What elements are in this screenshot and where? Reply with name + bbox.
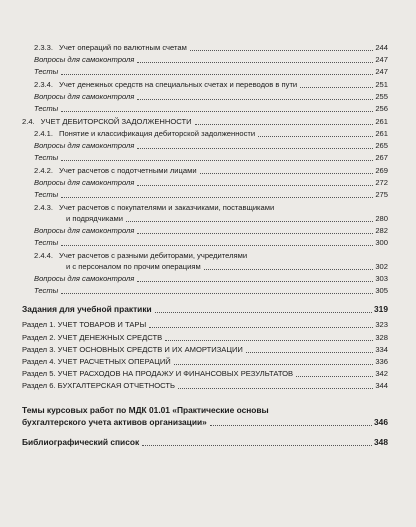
entry-title-line1: Учет расчетов с покупателями и заказчиками, поставщиками: [59, 203, 275, 212]
toc-entry: [0, 262, 416, 272]
entry-page: 342: [375, 369, 388, 378]
entry-title: Раздел 1. УЧЕТ ТОВАРОВ И ТАРЫ: [22, 320, 147, 329]
toc-entry: [0, 92, 416, 102]
entry-number: 2.3.4.: [34, 80, 53, 89]
entry-number: 2.4.1.: [34, 129, 53, 138]
dot-leader: [149, 327, 373, 328]
toc-entry-heading: [34, 251, 247, 262]
entry-title: Тесты: [34, 153, 59, 162]
entry-page: 323: [375, 320, 388, 329]
entry-page: 282: [375, 226, 388, 235]
toc-entry: [0, 238, 416, 248]
entry-page: 247: [375, 55, 388, 64]
entry-title: Вопросы для самоконтроля: [34, 226, 135, 235]
toc-entry: [0, 43, 416, 53]
entry-title: Учет операций по валютным счетам: [59, 43, 187, 52]
dot-leader: [142, 445, 372, 446]
dot-leader: [174, 364, 374, 365]
toc-entry: [0, 369, 416, 379]
toc-entry: [0, 274, 416, 284]
dot-leader: [190, 50, 374, 51]
entry-number: 2.4.2.: [34, 166, 53, 175]
toc-entry: [0, 304, 416, 315]
entry-page: 275: [375, 190, 388, 199]
entry-title: Вопросы для самоконтроля: [34, 178, 135, 187]
dot-leader: [126, 221, 373, 222]
entry-title: Вопросы для самоконтроля: [34, 55, 135, 64]
entry-page: 336: [375, 357, 388, 366]
entry-title: Раздел 4. УЧЕТ РАСЧЕТНЫХ ОПЕРАЦИЙ: [22, 357, 171, 366]
dot-leader: [137, 185, 373, 186]
entry-title: Раздел 3. УЧЕТ ОСНОВНЫХ СРЕДСТВ И ИХ АМОРТИЗАЦИИ: [22, 345, 243, 354]
entry-title: Тесты: [34, 286, 59, 295]
entry-page: 255: [375, 92, 388, 101]
entry-title-line2: бухгалтерского учета активов организации»: [22, 417, 207, 427]
entry-title-line1: Учет расчетов с разными дебиторами, учредителями: [59, 251, 248, 260]
entry-page: 247: [375, 67, 388, 76]
toc-entry: [0, 153, 416, 163]
entry-title: УЧЕТ ДЕБИТОРСКОЙ ЗАДОЛЖЕННОСТИ: [40, 117, 192, 126]
toc-entry: [0, 320, 416, 330]
entry-page: 334: [375, 345, 388, 354]
toc-entry: [0, 286, 416, 296]
toc-entry: [0, 333, 416, 343]
dot-leader: [61, 111, 373, 112]
toc-entry: [0, 117, 416, 127]
dot-leader: [300, 87, 373, 88]
entry-title: Раздел 2. УЧЕТ ДЕНЕЖНЫХ СРЕДСТВ: [22, 333, 163, 342]
entry-number: 2.4.: [22, 117, 35, 126]
dot-leader: [61, 245, 373, 246]
entry-number: 2.4.3.: [34, 203, 53, 212]
entry-page: 256: [375, 104, 388, 113]
dot-leader: [296, 376, 373, 377]
entry-title: Вопросы для самоконтроля: [34, 92, 135, 101]
toc-entry: [0, 129, 416, 139]
toc-entry: [0, 55, 416, 65]
entry-title: Тесты: [34, 104, 59, 113]
dot-leader: [61, 197, 373, 198]
entry-page: 300: [375, 238, 388, 247]
toc-entry: [0, 345, 416, 355]
entry-title: Тесты: [34, 238, 59, 247]
entry-page: 319: [374, 304, 388, 314]
entry-page: 303: [375, 274, 388, 283]
dot-leader: [137, 148, 373, 149]
entry-title: Вопросы для самоконтроля: [34, 141, 135, 150]
toc-entry: [0, 190, 416, 200]
entry-page: 267: [375, 153, 388, 162]
entry-page: 344: [375, 381, 388, 390]
toc-entry: [0, 381, 416, 391]
toc-entry: [0, 178, 416, 188]
toc-entry: [0, 104, 416, 114]
entry-page: 302: [375, 262, 388, 271]
entry-title: Понятие и классификация дебиторской задолженности: [59, 129, 256, 138]
dot-leader: [165, 340, 373, 341]
dot-leader: [210, 425, 372, 426]
entry-page: 305: [375, 286, 388, 295]
dot-leader: [137, 62, 373, 63]
dot-leader: [61, 293, 373, 294]
toc-entry: [0, 80, 416, 90]
dot-leader: [155, 312, 372, 313]
entry-title-line2: и с персоналом по прочим операциям: [66, 262, 201, 271]
dot-leader: [204, 269, 374, 270]
dot-leader: [61, 160, 373, 161]
entry-number: 2.4.4.: [34, 251, 53, 260]
entry-title: Тесты: [34, 67, 59, 76]
entry-title: Библиографический список: [22, 437, 140, 447]
entry-page: 251: [375, 80, 388, 89]
entry-page: 265: [375, 141, 388, 150]
entry-page: 269: [375, 166, 388, 175]
entry-title-line1: Темы курсовых работ по МДК 01.01 «Практические основы: [22, 405, 269, 415]
entry-page: 261: [375, 129, 388, 138]
entry-page: 348: [374, 437, 388, 447]
entry-page: 346: [374, 417, 388, 427]
entry-title-line2: и подрядчиками: [66, 214, 124, 223]
dot-leader: [246, 352, 373, 353]
dot-leader: [200, 173, 374, 174]
toc-entry-heading: [22, 404, 269, 416]
entry-page: 261: [375, 117, 388, 126]
toc-entry: [0, 67, 416, 77]
toc-entry: [0, 357, 416, 367]
entry-number: 2.3.3.: [34, 43, 53, 52]
toc-entry: [0, 166, 416, 176]
dot-leader: [61, 74, 373, 75]
entry-page: 328: [375, 333, 388, 342]
dot-leader: [137, 233, 373, 234]
entry-page: 272: [375, 178, 388, 187]
toc-entry: [0, 417, 416, 428]
entry-title: Раздел 6. БУХГАЛТЕРСКАЯ ОТЧЕТНОСТЬ: [22, 381, 175, 390]
toc-entry: [0, 437, 416, 448]
entry-title: Тесты: [34, 190, 59, 199]
dot-leader: [195, 124, 374, 125]
entry-title: Вопросы для самоконтроля: [34, 274, 135, 283]
entry-title: Раздел 5. УЧЕТ РАСХОДОВ НА ПРОДАЖУ И ФИНАНСОВЫХ РЕЗУЛЬТАТОВ: [22, 369, 294, 378]
dot-leader: [137, 281, 373, 282]
entry-page: 280: [375, 214, 388, 223]
entry-title: Учет расчетов с подотчетными лицами: [59, 166, 197, 175]
entry-title: Учет денежных средств на специальных счетах и переводов в пути: [59, 80, 298, 89]
dot-leader: [178, 388, 373, 389]
dot-leader: [258, 136, 373, 137]
toc-entry: [0, 214, 416, 224]
entry-title: Задания для учебной практики: [22, 304, 152, 314]
entry-page: 244: [375, 43, 388, 52]
toc-entry: [0, 141, 416, 151]
dot-leader: [137, 99, 373, 100]
toc-entry-heading: [34, 203, 274, 214]
toc-entry: [0, 226, 416, 236]
